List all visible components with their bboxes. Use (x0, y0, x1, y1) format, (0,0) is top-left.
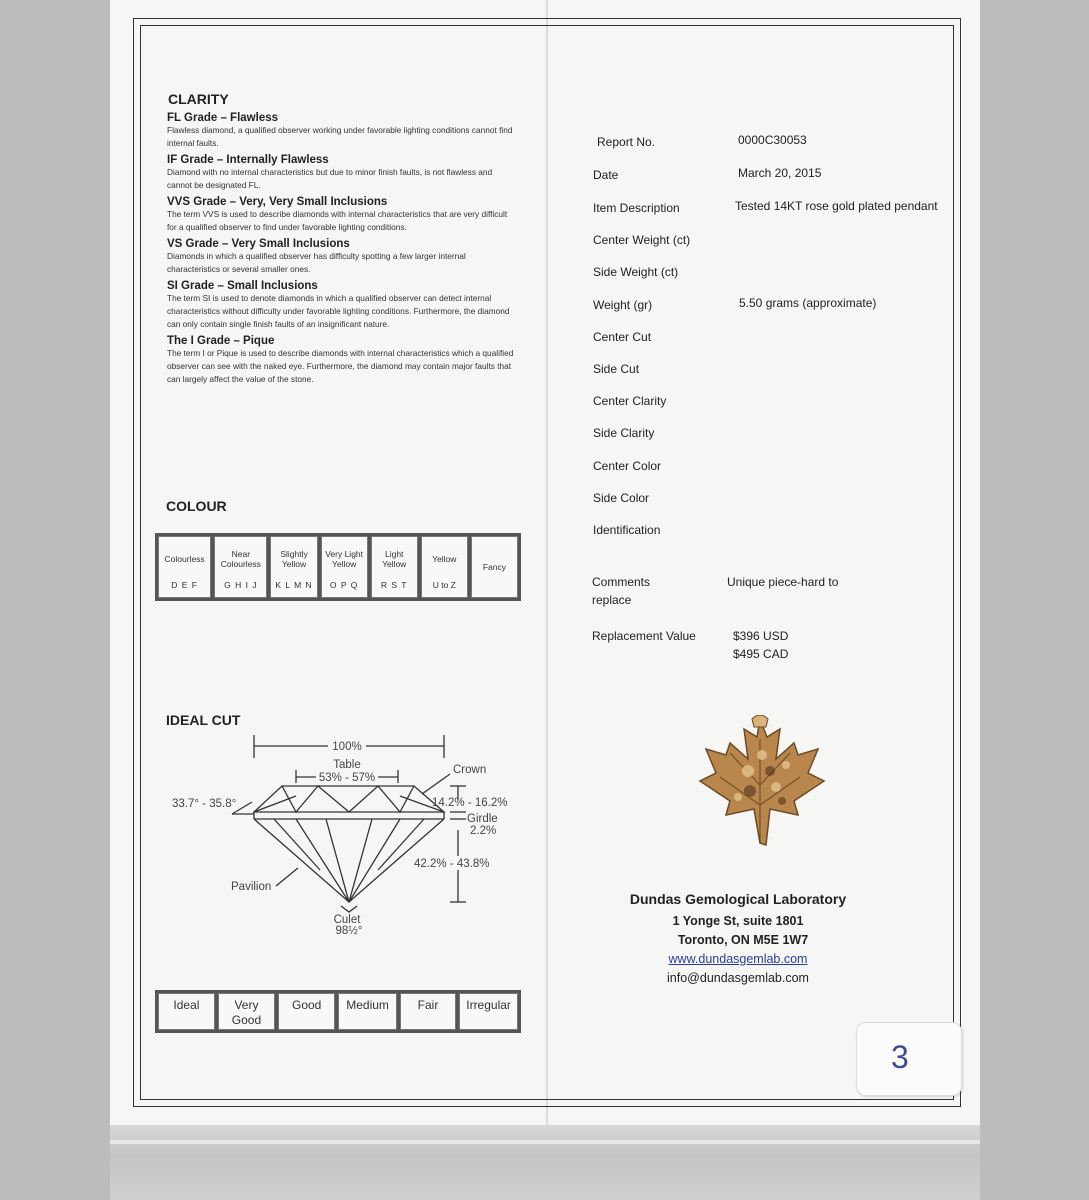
field-label: Side Color (593, 491, 650, 505)
grade-title: FL Grade – Flawless (167, 112, 279, 124)
grade-title: SI Grade – Small Inclusions (167, 280, 318, 292)
field-label: Center Clarity (593, 394, 667, 408)
field-label: Item Description (593, 201, 680, 215)
comments-value: Unique piece-hard to (727, 575, 839, 589)
colour-cell-very-light-yellow (321, 536, 368, 598)
colour-grades: O P Q (329, 580, 359, 590)
report-row-weight (593, 296, 953, 314)
crown-label: Crown (453, 764, 487, 776)
replacement-value-cad: $495 CAD (733, 647, 789, 661)
grade-description: The term SI is used to denote diamonds in which a qualified observer can detect internal characteristics without difficulty under favorable lighting conditions. Furthermore, the diamond can only contain single finish faults of an insignificant nature. (167, 293, 510, 329)
grade-description: The term I or Pique is used to describe diamonds with internal characteristics which a qualified observer can see with the naked eye. Furthermore, the diamond may contain major faults that can largely affect the value of the stone. (167, 348, 514, 384)
report-row-side-clarity (593, 424, 654, 442)
clarity-grade-i (167, 335, 517, 386)
sleeve-edge (110, 1125, 980, 1200)
field-label: Side Cut (593, 362, 640, 376)
pavilion-label: Pavilion (231, 881, 272, 893)
field-value: 0000C30053 (738, 133, 807, 147)
colour-grades: K L M N (275, 580, 313, 590)
clarity-heading: CLARITY (168, 91, 229, 107)
cut-grade-scale (155, 990, 521, 1033)
colour-grades: G H I J (224, 580, 258, 590)
page-number-badge (856, 1022, 962, 1096)
colour-name: Fancy (482, 562, 506, 572)
grade-title: IF Grade – Internally Flawless (167, 154, 329, 166)
report-row-center-color (593, 457, 661, 475)
lab-name: Dundas Gemological Laboratory (629, 891, 847, 907)
field-value: 5.50 grams (approximate) (739, 296, 877, 310)
grade-title: VVS Grade – Very, Very Small Inclusions (167, 196, 388, 208)
colour-cell-light-yellow (371, 536, 418, 598)
crown-angle-label: 33.7° - 35.8° (172, 798, 237, 810)
colour-cell-yellow (421, 536, 468, 598)
report-row-center-clarity (593, 392, 666, 410)
clarity-grade-vvs (167, 196, 517, 234)
report-row-report-no (597, 133, 953, 151)
report-row-side-weight (593, 263, 678, 281)
colour-grades: D E F (171, 580, 198, 590)
sleeve-highlight (110, 1140, 980, 1144)
report-row-side-color (593, 489, 649, 507)
field-label: Date (593, 168, 619, 182)
grade-description: Diamond with no internal characteristics but due to minor finish faults, is not flawless and cannot be designated FL. (167, 167, 493, 190)
field-label: Weight (gr) (593, 298, 653, 312)
replacement-value-label: Replacement Value (592, 629, 696, 643)
field-label: Side Clarity (593, 426, 655, 440)
colour-name: Very Light Yellow (325, 549, 364, 569)
cut-grade-medium: Medium (338, 993, 397, 1030)
field-label: Identification (593, 523, 661, 537)
grade-title: The I Grade – Pique (167, 335, 275, 347)
colour-cell-colourless (158, 536, 211, 598)
comments-label-continued: replace (592, 593, 632, 607)
report-row-center-cut (593, 328, 651, 346)
lab-address-line-2: Toronto, ON M5E 1W7 (677, 933, 809, 947)
clarity-list (167, 112, 517, 386)
diamond-proportion-diagram (160, 730, 530, 940)
comments-label: Comments (592, 575, 651, 589)
field-label: Center Weight (ct) (593, 233, 691, 247)
crown-percent-label: 14.2% - 16.2% (432, 797, 508, 809)
clarity-grade-si (167, 280, 517, 331)
colour-name: Near Colourless (220, 549, 261, 569)
grade-description: The term VVS is used to describe diamonds with internal characteristics that are very difficult for a qualified observer to find under favorable lighting conditions. (167, 209, 508, 232)
field-value: Tested 14KT rose gold plated pendant (735, 199, 938, 213)
ideal-cut-heading: IDEAL CUT (166, 712, 241, 728)
field-label: Center Cut (593, 330, 652, 344)
report-row-identification (593, 521, 660, 539)
colour-name: Colourless (164, 554, 205, 564)
girdle-percent-label: 2.2% (470, 825, 497, 837)
cut-grade-very-good: Very Good (218, 993, 275, 1030)
colour-cell-near-colourless (214, 536, 267, 598)
grade-description: Diamonds in which a qualified observer has difficulty spotting a few larger internal characteristics or several smaller ones. (167, 251, 466, 274)
colour-name: Slightly Yellow (280, 549, 308, 569)
colour-grades: R S T (380, 580, 408, 590)
field-value: March 20, 2015 (738, 166, 822, 180)
table-percent-label: 53% - 57% (318, 772, 376, 784)
cut-grade-ideal: Ideal (158, 993, 215, 1030)
lab-email: info@dundasgemlab.com (667, 971, 809, 985)
colour-scale (155, 533, 521, 601)
report-row-center-weight (593, 231, 690, 249)
clarity-grade-fl (167, 112, 517, 150)
report-row-side-cut (593, 360, 639, 378)
pendant-bail-icon (752, 715, 768, 727)
report-row-item-description (593, 199, 953, 217)
field-label: Report No. (597, 135, 656, 149)
colour-name: Yellow (432, 554, 457, 564)
colour-name: Light Yellow (382, 549, 407, 569)
cut-grade-fair: Fair (400, 993, 456, 1030)
field-label: Center Color (593, 459, 662, 473)
cut-grade-irregular: Irregular (459, 993, 518, 1030)
lab-contact (608, 890, 868, 988)
grade-title: VS Grade – Very Small Inclusions (167, 238, 350, 250)
grade-description: Flawless diamond, a qualified observer working under favorable lighting conditions cannot find internal faults. (167, 125, 513, 148)
total-width-label: 100% (332, 741, 362, 753)
girdle-label: Girdle (467, 813, 498, 825)
colour-grades: U to Z (432, 580, 456, 590)
colour-cell-fancy (471, 536, 518, 598)
report-row-date (593, 166, 953, 184)
culet-label: Culet (333, 914, 361, 926)
table-label: Table (333, 759, 361, 771)
field-label: Side Weight (ct) (593, 265, 679, 279)
lab-address-line-1: 1 Yonge St, suite 1801 (672, 914, 804, 928)
clarity-grade-if (167, 154, 517, 192)
replacement-value-usd: $396 USD (733, 629, 789, 643)
culet-angle-label: 98½° (335, 925, 363, 937)
clarity-grade-vs (167, 238, 517, 276)
pavilion-percent-label: 42.2% - 43.8% (414, 858, 490, 870)
page-number: 3 (891, 1039, 909, 1075)
maple-leaf-pendant-image (690, 715, 830, 855)
lab-website-link[interactable]: www.dundasgemlab.com (668, 952, 808, 966)
cut-grade-good: Good (278, 993, 335, 1030)
colour-cell-slightly-yellow (270, 536, 317, 598)
colour-heading: COLOUR (166, 498, 227, 514)
